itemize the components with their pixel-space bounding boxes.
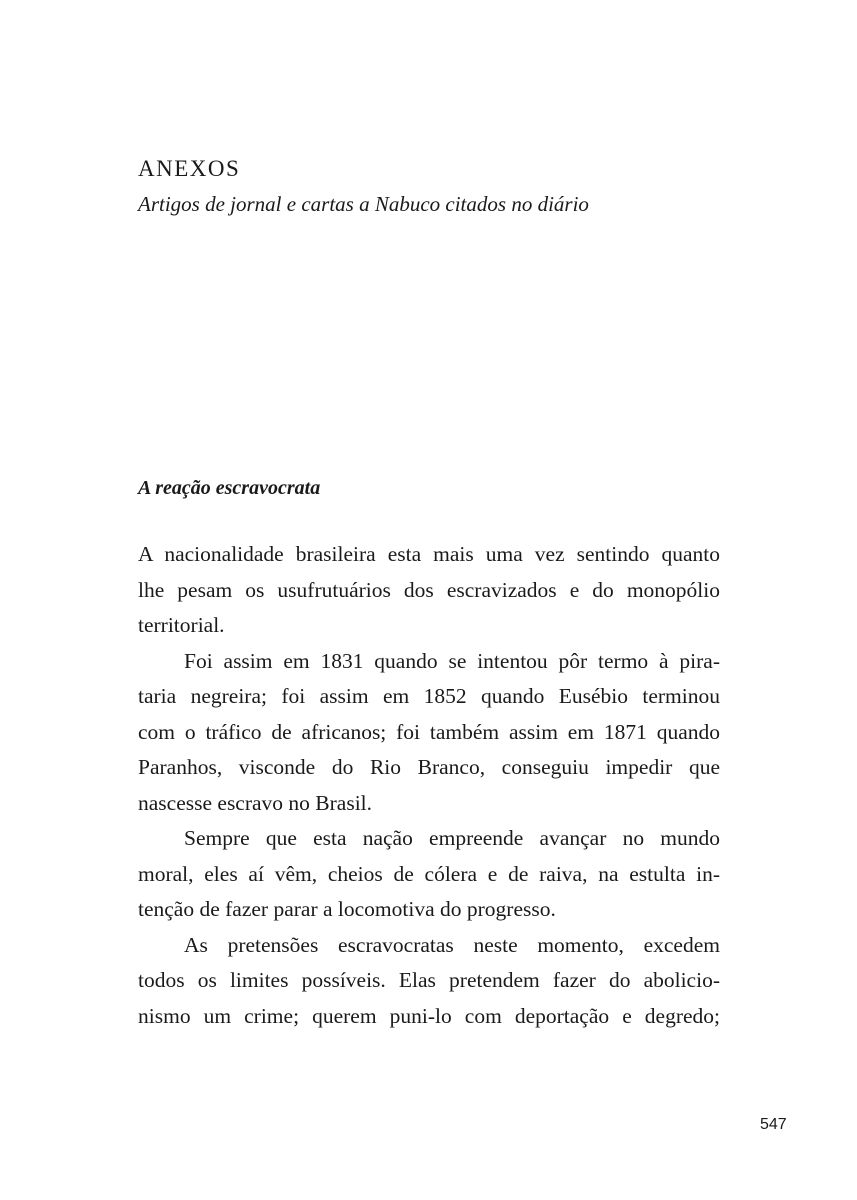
text-line: lhe pesam os usufrutuários dos escravizados e do monopólio [138, 577, 720, 602]
text-line: territorial. [138, 613, 225, 637]
text-line: com o tráfico de africanos; foi também assim em 1871 quando [138, 719, 720, 744]
section-title: ANEXOS [138, 156, 241, 181]
text-line: Paranhos, visconde do Rio Branco, conseguiu impedir que [138, 755, 720, 779]
text-line: taria negreira; foi assim em 1852 quando Eusébio terminou [138, 684, 720, 708]
text-line: nismo um crime; querem puni-lo com deportação e degredo; [138, 1003, 720, 1028]
text-line: todos os limites possíveis. Elas pretendem fazer do abolicio- [138, 968, 720, 992]
article-title: A reação escravocrata [138, 477, 321, 499]
page-number: 547 [760, 1116, 787, 1133]
text-line: Foi assim em 1831 quando se intentou pôr termo à pira- [184, 648, 720, 673]
text-line: Sempre que esta nação empreende avançar no mundo [184, 826, 720, 850]
text-line: As pretensões escravocratas neste momento, excedem [184, 932, 720, 957]
article-body [138, 537, 720, 1034]
text-line: A nacionalidade brasileira esta mais uma vez sentindo quanto [138, 542, 720, 566]
section-subtitle: Artigos de jornal e cartas a Nabuco citados no diário [138, 192, 589, 216]
text-line: moral, eles aí vêm, cheios de cólera e de raiva, na estulta in- [138, 861, 720, 886]
text-line: tenção de fazer parar a locomotiva do progresso. [138, 897, 556, 921]
text-line: nascesse escravo no Brasil. [138, 790, 373, 815]
